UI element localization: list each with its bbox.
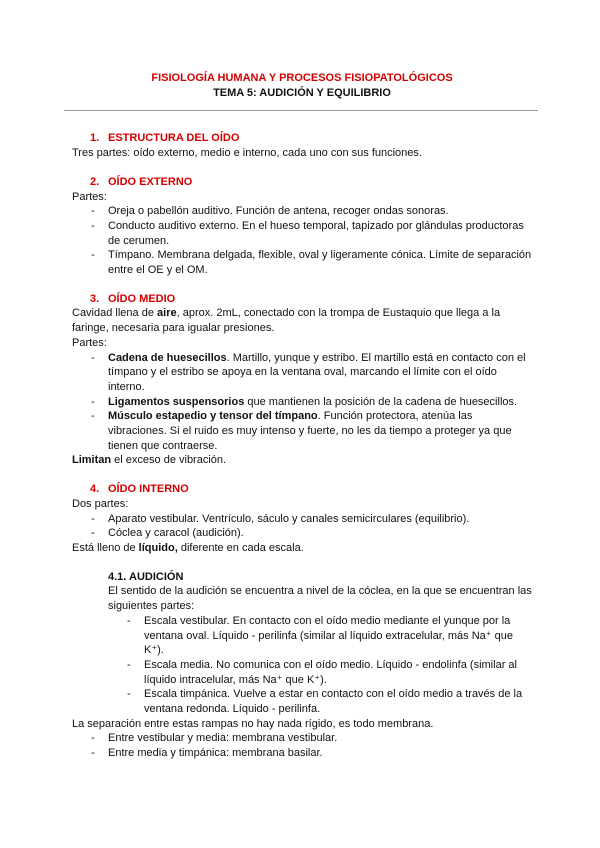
list-item [72, 746, 532, 761]
section-number: 4. [90, 483, 100, 496]
item-text: Entre vestibular y media: membrana vestibular. [108, 732, 338, 745]
item-text: . Martillo, yunque y estribo. El martillo está en contacto con el tímpano y el estribo se apoya en la ventana oval, marcando el límite con el oído interno. [108, 351, 526, 393]
list-item [108, 658, 532, 687]
bullet-dash: - [91, 205, 95, 218]
bullet-dash: - [127, 614, 131, 627]
list-item [72, 395, 532, 410]
list-item [108, 614, 532, 658]
bold-text: Limitan [72, 454, 112, 467]
item-text: Oreja o pabellón auditivo. Función de antena, recoger ondas sonoras. [108, 205, 449, 218]
list-item [72, 409, 532, 453]
item-text: Escala vestibular. En contacto con el oído medio mediante el yunque por la ventana oval. Líquido - perilinfa (similar al líquido extracelular, más Na⁺ que K⁺). [144, 614, 513, 657]
section-4-fill [72, 541, 532, 556]
subsection-text: El sentido de la audición se encuentra a nivel de la cóclea, en la que se encuentran las siguientes partes: [108, 585, 532, 613]
bold-text: líquido, [138, 541, 178, 554]
item-text: Cóclea y caracol (audición). [108, 527, 244, 540]
subsection-list [108, 614, 532, 717]
section-number: 3. [90, 292, 100, 305]
list-item [72, 204, 532, 219]
document-page [72, 71, 532, 761]
bullet-dash: - [91, 747, 95, 760]
section-3-intro [72, 306, 532, 335]
item-text: Escala timpánica. Vuelve a estar en contacto con el oído medio a través de la ventana redonda. Líquido - perilinfa. [144, 688, 523, 716]
section-number: 1. [90, 132, 100, 145]
bullet-dash: - [91, 351, 95, 364]
section-number: 2. [90, 175, 100, 188]
section-heading-2 [72, 175, 532, 190]
bullet-dash: - [91, 249, 95, 262]
subsection-4-1 [72, 570, 532, 717]
item-text: Entre media y timpánica: membrana basilar. [108, 747, 323, 760]
list-item [72, 512, 532, 527]
section-heading-1 [72, 131, 532, 146]
bullet-dash: - [91, 527, 95, 540]
bullet-dash: - [91, 410, 95, 423]
list-item [72, 219, 532, 248]
section-heading-4 [72, 482, 532, 497]
bullet-dash: - [91, 395, 95, 408]
text: diferente en cada escala. [177, 541, 304, 554]
text: Cavidad llena de [72, 307, 158, 320]
section-title: ESTRUCTURA DEL OÍDO [108, 132, 240, 145]
bullet-dash: - [91, 732, 95, 745]
bullet-dash: - [127, 658, 131, 671]
bold-text: Cadena de huesecillos [108, 351, 227, 364]
item-text: que mantienen la posición de la cadena de huesecillos. [244, 395, 518, 408]
list-item [72, 248, 532, 277]
bold-text: aire [157, 307, 177, 320]
bullet-dash: - [127, 688, 131, 701]
section-title: OÍDO MEDIO [108, 292, 176, 305]
item-text: Tímpano. Membrana delgada, flexible, oval y ligeramente cónica. Límite de separación entre el OE y el OM. [108, 249, 532, 277]
text: el exceso de vibración. [111, 454, 227, 467]
section-4-list [72, 512, 532, 541]
bold-text: Ligamentos suspensorios [108, 395, 245, 408]
list-item [72, 351, 532, 395]
section-title: OÍDO EXTERNO [108, 175, 193, 188]
section-1-text: Tres partes: oído externo, medio e interno, cada uno con sus funciones. [72, 147, 422, 160]
document-title: FISIOLOGÍA HUMANA Y PROCESOS FISIOPATOLÓGICOS [151, 72, 453, 84]
subsection-title: 4.1. AUDICIÓN [108, 570, 184, 583]
bullet-dash: - [91, 219, 95, 232]
text: , aprox. 2mL, conectado con la trompa de Eustaquio que llega a la faringe, necesaria para igualar presiones. [72, 307, 501, 335]
section-3-list [72, 351, 532, 454]
list-item [72, 526, 532, 541]
section-title: OÍDO INTERNO [108, 483, 189, 496]
section-heading-3 [72, 292, 532, 307]
item-text: Escala media. No comunica con el oído medio. Líquido - endolinfa (similar al líquido intracelular, más Na⁺ que K⁺). [144, 658, 517, 686]
separation-text: La separación entre estas rampas no hay nada rígido, es todo membrana. [72, 717, 434, 730]
header-divider [64, 110, 538, 111]
membranes-list [72, 731, 532, 760]
item-text: Aparato vestibular. Ventrículo, sáculo y canales semicirculares (equilibrio). [108, 512, 470, 525]
section-2-list [72, 204, 532, 278]
bullet-dash: - [91, 512, 95, 525]
section-3-partes: Partes: [72, 336, 107, 349]
text: Está lleno de [72, 541, 139, 554]
item-text: Conducto auditivo externo. En el hueso temporal, tapizado por glándulas productoras de cerumen. [108, 219, 524, 247]
section-2-intro: Partes: [72, 190, 107, 203]
section-3-outro [72, 453, 532, 468]
bold-text: Músculo estapedio y tensor del tímpano [108, 410, 318, 423]
list-item [72, 731, 532, 746]
list-item [108, 687, 532, 716]
document-subtitle: TEMA 5: AUDICIÓN Y EQUILIBRIO [213, 86, 391, 99]
section-4-intro: Dos partes: [72, 497, 129, 510]
item-text: . Función protectora, atenúa las vibraciones. Si el ruido es muy intenso y fuerte, no les da tiempo a proteger ya que tienen que contraerse. [108, 410, 512, 452]
